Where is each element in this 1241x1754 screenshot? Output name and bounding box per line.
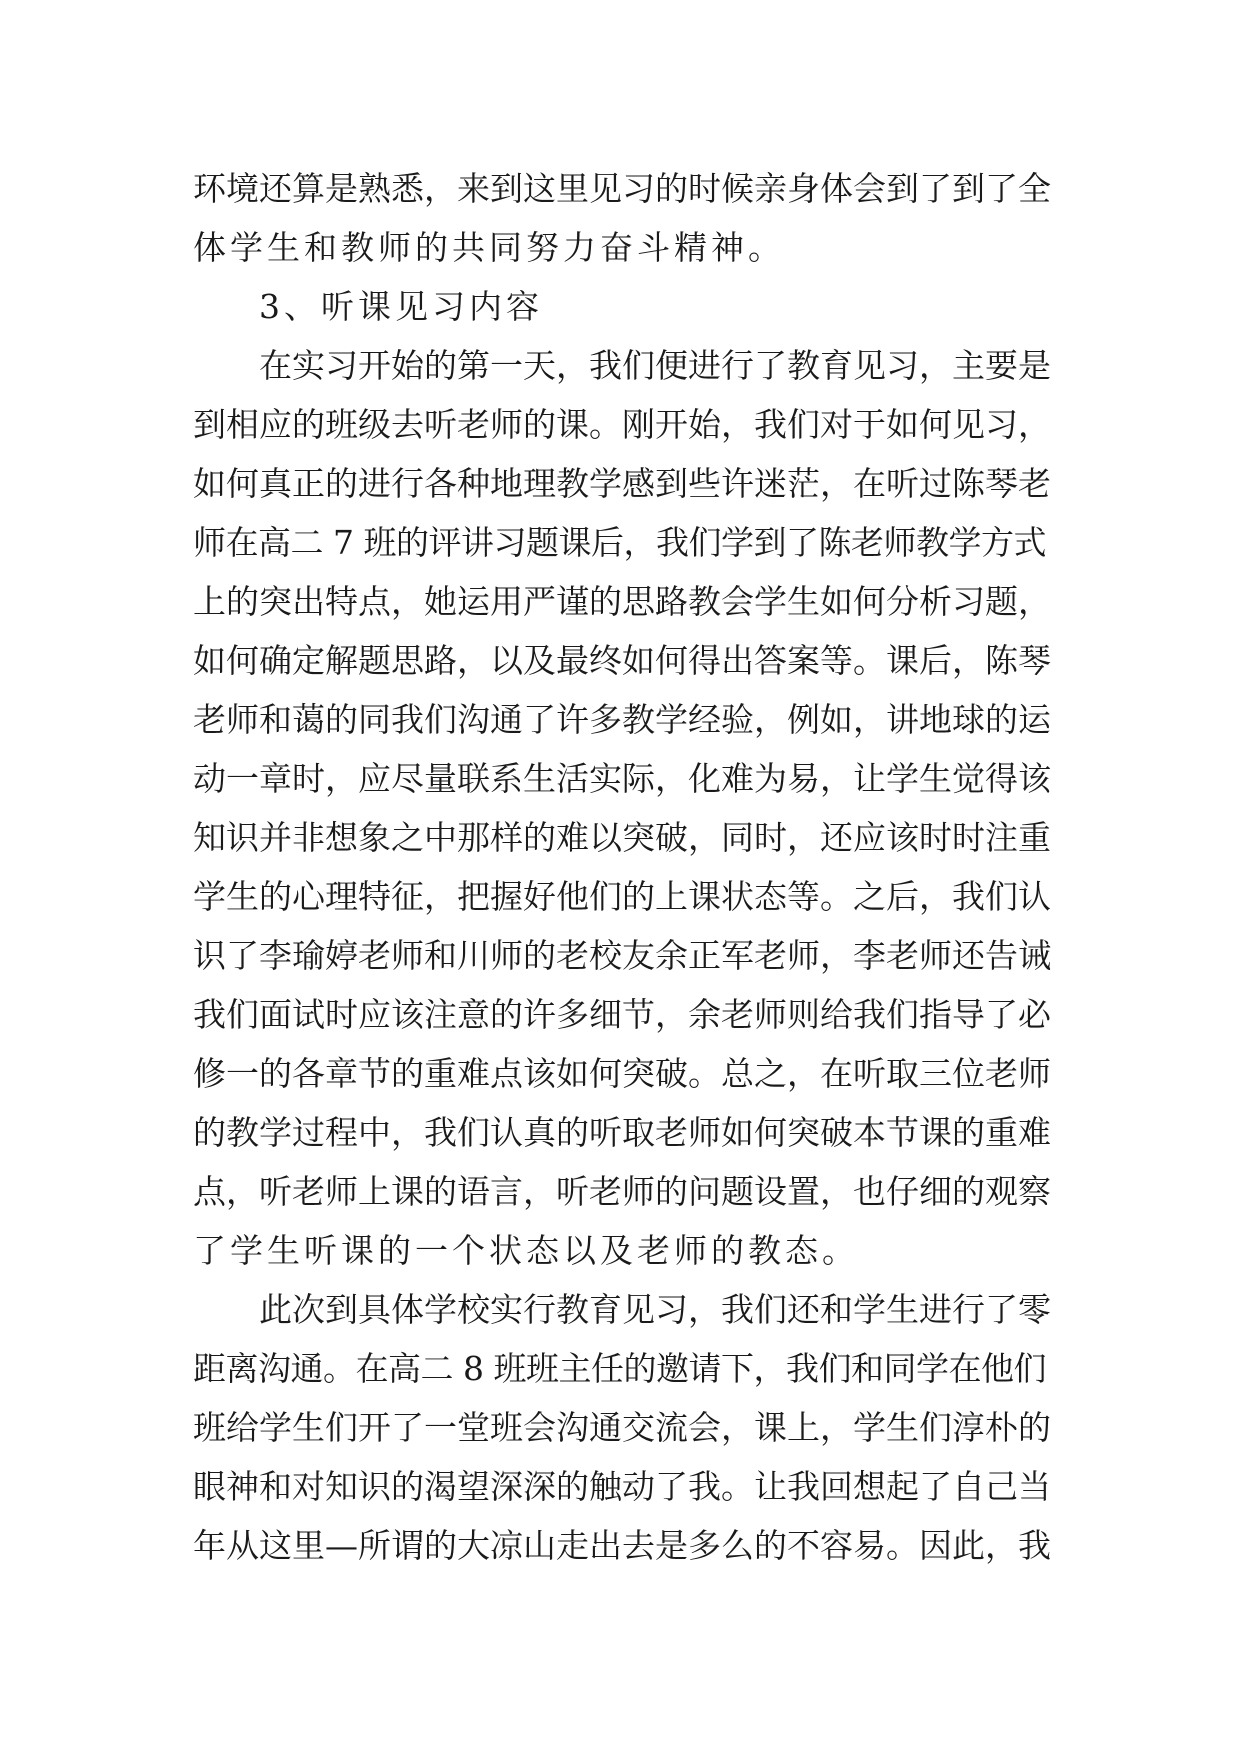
text-line: 环境还算是熟悉，来到这里见习的时候亲身体会到了到了全 (193, 169, 1051, 208)
text-line: 修一的各章节的重难点该如何突破。总之，在听取三位老师 (193, 1054, 1051, 1093)
document-body (193, 159, 1053, 1575)
text-line: 年从这里—所谓的大凉山走出去是多么的不容易。因此，我 (193, 1526, 1051, 1565)
text-line: 班给学生们开了一堂班会沟通交流会，课上，学生们淳朴的 (193, 1408, 1051, 1447)
text-line: 如何确定解题思路，以及最终如何得出答案等。课后，陈琴 (193, 641, 1051, 680)
text-line: 距离沟通。在高二 8 班班主任的邀请下，我们和同学在他们 (193, 1349, 1046, 1388)
text-line: 如何真正的进行各种地理教学感到些许迷茫，在听过陈琴老 (193, 464, 1051, 503)
text-line: 动一章时，应尽量联系生活实际，化难为易，让学生觉得该 (193, 759, 1051, 798)
text-line: 老师和蔼的同我们沟通了许多教学经验，例如，讲地球的运 (193, 700, 1051, 739)
paragraph-first-line: 在实习开始的第一天，我们便进行了教育见习，主要是 (259, 346, 1051, 385)
text-line: 了学生听课的一个状态以及老师的教态。 (193, 1231, 859, 1270)
text-line: 到相应的班级去听老师的课。刚开始，我们对于如何见习， (193, 405, 1051, 444)
text-line: 上的突出特点，她运用严谨的思路教会学生如何分析习题， (193, 582, 1051, 621)
text-line: 识了李瑜婷老师和川师的老校友余正军老师，李老师还告诫 (193, 936, 1051, 975)
paragraph-first-line: 此次到具体学校实行教育见习，我们还和学生进行了零 (259, 1290, 1051, 1329)
text-line: 的教学过程中，我们认真的听取老师如何突破本节课的重难 (193, 1113, 1051, 1152)
text-line: 体学生和教师的共同努力奋斗精神。 (193, 228, 785, 267)
text-line: 学生的心理特征，把握好他们的上课状态等。之后，我们认 (193, 877, 1051, 916)
text-line: 我们面试时应该注意的许多细节，余老师则给我们指导了必 (193, 995, 1051, 1034)
text-line: 知识并非想象之中那样的难以突破，同时，还应该时时注重 (193, 818, 1051, 857)
paragraph-first-line: 3、听课见习内容 (259, 287, 543, 326)
text-line: 点，听老师上课的语言，听老师的问题设置，也仔细的观察 (193, 1172, 1051, 1211)
text-line: 师在高二 7 班的评讲习题课后，我们学到了陈老师教学方式 (193, 523, 1046, 562)
text-line: 眼神和对知识的渴望深深的触动了我。让我回想起了自己当 (193, 1467, 1051, 1506)
